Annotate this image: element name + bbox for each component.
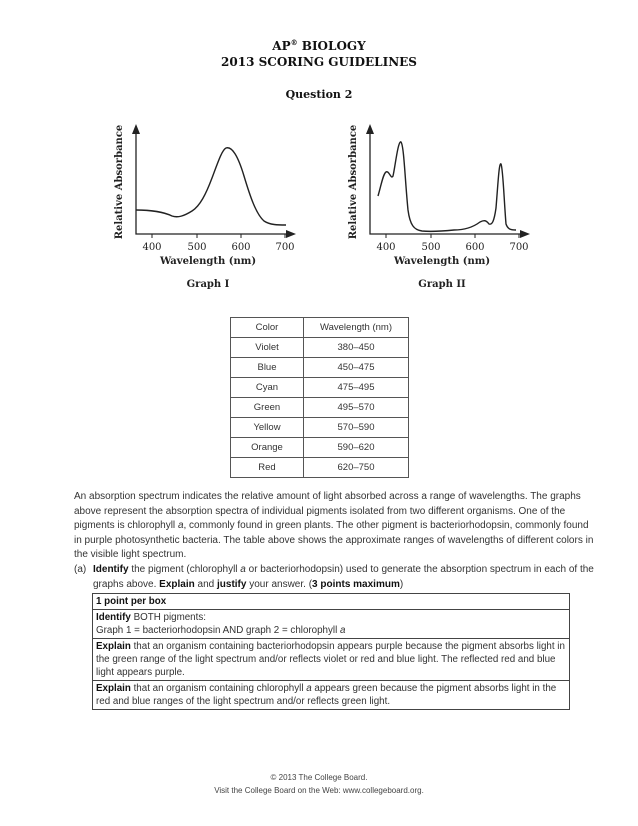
graph-1-xlabel: Wavelength (nm) — [159, 256, 257, 267]
graph-1-tick-600: 600 — [231, 242, 251, 253]
table-cell-color: Blue — [231, 358, 304, 378]
table-cell-color: Cyan — [231, 378, 304, 398]
table-row — [231, 398, 409, 418]
table-cell-range: 590–620 — [304, 438, 409, 458]
table-cell-range: 380–450 — [304, 338, 409, 358]
graph-2-tick-700: 700 — [509, 242, 529, 253]
graph-1-ylabel: Relative Absorbance — [114, 124, 125, 240]
scoring-criterion-identify: Identify BOTH pigments: Graph 1 = bacteriorhodopsin AND graph 2 = chlorophyll a — [93, 609, 569, 638]
graph-2-spectrum-line — [378, 142, 516, 232]
graph-2-y-arrow — [366, 124, 374, 134]
question-title: Question 2 — [285, 88, 353, 101]
graph-2-tick-500: 500 — [421, 242, 441, 253]
question-part-a — [74, 562, 594, 592]
footer-website: Visit the College Board on the Web: www.collegeboard.org. — [214, 786, 424, 795]
graph-2-caption: Graph II — [418, 279, 466, 290]
footer-copyright: © 2013 The College Board. — [270, 773, 368, 782]
table-cell-range: 475–495 — [304, 378, 409, 398]
graph-1-spectrum-line — [136, 148, 286, 225]
table-row — [231, 338, 409, 358]
graph-2-tick-600: 600 — [465, 242, 485, 253]
graph-2-x-arrow — [520, 230, 530, 238]
table-row — [231, 358, 409, 378]
table-cell-range: 620–750 — [304, 458, 409, 478]
table-cell-range: 570–590 — [304, 418, 409, 438]
table-cell-color: Violet — [231, 338, 304, 358]
graph-2 — [334, 100, 544, 300]
part-a-text: Identify the pigment (chlorophyll a or bacteriorhodopsin) used to generate the absorption spectrum in each of the graphs above. Explain and justify your answer. (3 points maximum) — [93, 564, 594, 590]
graph-1-x-arrow — [286, 230, 296, 238]
table-cell-color: Red — [231, 458, 304, 478]
table-cell-color: Green — [231, 398, 304, 418]
scoring-criterion-explain-purple: Explain that an organism containing bacteriorhodopsin appears purple because the pigment absorbs light in the green range of the light spectrum and/or reflects violet or red and blue light. The reflected red and blue light appears purple. — [93, 638, 569, 680]
graph-1-y-arrow — [132, 124, 140, 134]
graph-2-xlabel: Wavelength (nm) — [393, 256, 491, 267]
scoring-box — [92, 593, 570, 710]
graph-1-tick-400: 400 — [142, 242, 162, 253]
graph-1-tick-700: 700 — [275, 242, 295, 253]
table-cell-color: Yellow — [231, 418, 304, 438]
graph-2-tick-400: 400 — [376, 242, 396, 253]
header-subtitle: 2013 SCORING GUIDELINES — [221, 55, 417, 69]
scoring-box-heading: 1 point per box — [96, 596, 167, 607]
color-wavelength-table — [230, 317, 409, 478]
table-header-row — [231, 318, 409, 338]
graph-1-axes — [136, 128, 292, 234]
table-header-wavelength: Wavelength (nm) — [304, 318, 409, 338]
header-course: AP® BIOLOGY — [272, 38, 366, 53]
table-row — [231, 458, 409, 478]
table-row — [231, 438, 409, 458]
table-cell-color: Orange — [231, 438, 304, 458]
table-header-color: Color — [231, 318, 304, 338]
table-row — [231, 378, 409, 398]
graph-1 — [100, 100, 310, 300]
table-cell-range: 450–475 — [304, 358, 409, 378]
intro-paragraph: An absorption spectrum indicates the relative amount of light absorbed across a range of wavelengths. The graphs above represent the absorption spectra of individual pigments isolated from two different organisms. One of the pigments is chlorophyll a, commonly found in green plants. The other pigment is bacteriorhodopsin, commonly found in purple photosynthetic bacteria. The table above shows the approximate ranges of wavelengths of different colors in the visible light spectrum. — [74, 491, 594, 560]
graph-1-caption: Graph I — [186, 279, 230, 290]
graph-2-ylabel: Relative Absorbance — [348, 124, 359, 240]
graph-1-tick-500: 500 — [187, 242, 207, 253]
part-a-label: (a) — [74, 564, 87, 575]
table-cell-range: 495–570 — [304, 398, 409, 418]
table-row — [231, 418, 409, 438]
scoring-criterion-explain-green: Explain that an organism containing chlorophyll a appears green because the pigment absorbs light in the red and blue ranges of the light spectrum and/or reflects green light. — [93, 680, 569, 709]
